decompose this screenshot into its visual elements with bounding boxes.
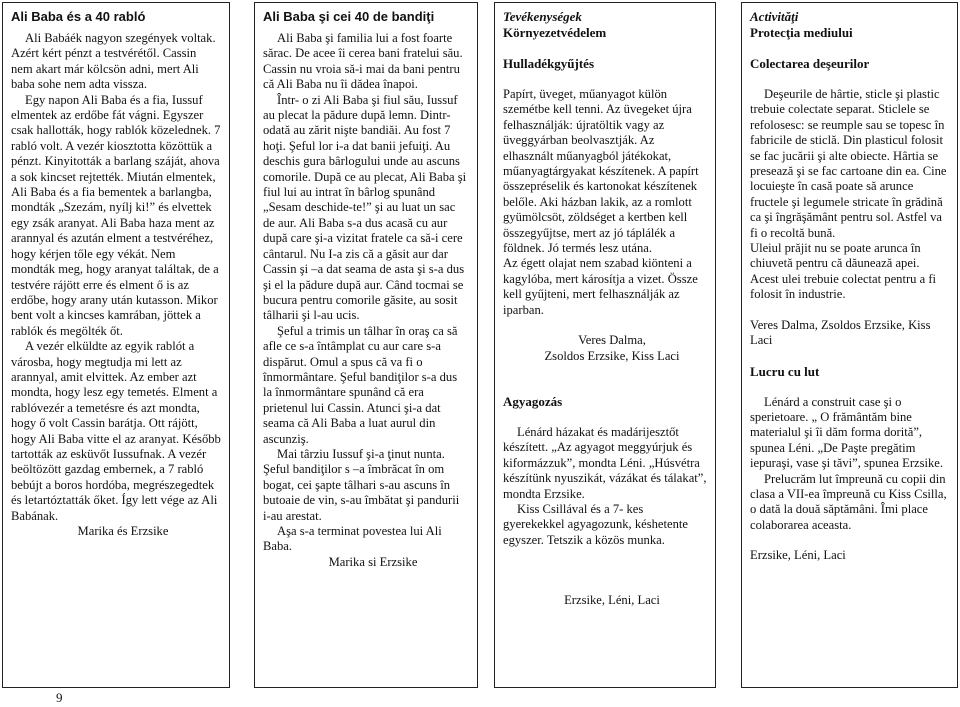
section-paragraph: Uleiul prăjit nu se poate arunca în chiuvetă pentru că dăunează apei. Acest ulei trebuie colectat pentru a fi folosit în industrie. (750, 241, 937, 302)
subject-heading: Környezetvédelem (503, 25, 607, 40)
story-paragraph: Într- o zi Ali Baba şi fiul său, Iussuf au plecat la pădure după lemn. Dintr-odată au zărit nişte bandiăi. Au fost 7 hoţi. Şeful lor i-a dat banii jefuiţi. Au deschis gura bârlogului unde au ascuns comorile. După ce au plecat, Ali Baba şi fiul lui au intrat în bârlog spunând „Sesam deschide-te!” şi au luat un sac de aur. Ali Baba s-a dus acasă cu aur după care şi-a vizitat fratele ca să-i cere cântarul. Nu I-a zis că a găsit aur dar Cassin şi –a dat seama de asta şi s-a dus şi el la pădure după aur. Când tocmai se bucura pentru comorile găsite, au sosit tâlharii şi l-au ucis. (263, 92, 467, 323)
story-paragraph: Mai târziu Iussuf şi-a ţinut nunta. Şeful bandiţilor s –a îmbrăcat în om bogat, cei şapte tâlhari s-au ascuns în butoaie de vin, s-au îmbătat şi pandurii i-au arestat. (263, 446, 460, 523)
section-paragraph: Az égett olajat nem szabad kiönteni a kagylóba, mert károsítja a vizet. Össze kell gyűjteni, mert felhasználják az iparban. (503, 256, 698, 317)
story-paragraph: Şeful a trimis un tâlhar în oraş ca să afle ce s-a întâmplat cu aur care s-a dispărut. Omul a spus că va fi o înmormântare. Şeful bandiţilor s-a dus la înmormântare spunând că era prietenul lui Cassin. Atunci şi-a dat seama că Ali Baba a luat aurul din ascunziş. (263, 323, 458, 446)
section-signature: Erzsike, Léni, Laci (564, 593, 660, 608)
section-heading: Agyagozás (503, 393, 563, 409)
story-signature: Marika si Erzsike (328, 554, 418, 569)
section-paragraph: Deşeurile de hârtie, sticle şi plastic trebuie colectate separat. Sticlele se refolosesc: se reumple sau se topesc în fabricile de sticlă. Din plasticul folosit se fac jucării şi alte obiecte. Hârtia se presează şi se fac cartoane din ea. Cine locuieşte în casă poate să arunce fructele şi legumele stricate în grădină ca şi îngrăşământ pentru sol. Astfel va fi o recoltă bună. (750, 87, 947, 240)
page-number: 9 (56, 690, 63, 705)
section-signature: Veres Dalma, (578, 333, 646, 348)
category-heading: Tevékenységek (503, 9, 582, 24)
subject-heading: Protecţia mediului (750, 25, 853, 40)
column-romanian-activities (741, 2, 958, 688)
story-paragraph: Ali Baba şi familia lui a fost foarte sărac. De acee îi cerea bani fratelui său. Cassin nu vroia să-i mai da bani pentru că Ali Baba nu îi dădea înapoi. (263, 31, 463, 92)
column-hungarian-story (2, 2, 230, 688)
story-paragraph: Ali Babáék nagyon szegények voltak. Azért kért pénzt a testvérétől. Cassin nem akart már kölcsön adni, mert Ali baba sohe nem adta vissza. (11, 31, 216, 92)
story-paragraph: Egy napon Ali Baba és a fia, Iussuf elmentek az erdőbe fát vágni. Egyszer csak hallották, hogy rablók közelednek. 7 rabló volt. A vezér kiosztotta közöttük a pénzt. Kinyitották a barlang száját, ahova a sok kincset rejtették. Miután elmentek, Ali Baba és a fia bementek a barlangba, mondták „Szezám, nyílj ki!” és elvettek egy zsák aranyat. Ali Baba haza ment az arannyal és azután elment a testvéréhez, hogy kérjen tőle egy vékát. Nem mondták meg, hogy aranyat találtak, de a testvére rájött erre és elment ő is az erdőbe, hogy arany után kutasson. Mikor bent volt a kincses kamrában, jöttek a rablók és megölték őt. (11, 92, 221, 338)
column-romanian-story (254, 2, 478, 688)
column-hungarian-activities (494, 2, 716, 688)
section-signature: Zsoldos Erzsike, Kiss Laci (544, 348, 680, 363)
section-heading: Lucru cu lut (750, 363, 820, 379)
story-title: Ali Baba şi cei 40 de bandiţi (263, 9, 435, 24)
section-paragraph: Papírt, üveget, műanyagot külön szemétbe kell tenni. Az üvegeket újra felhasználják: újratöltik vagy az üveggyárban beolvasztják. Az elhasznált műanyagból játékokat, műanyagtárgyakat készítenek. A papírt összepréselik és kartonokat készítenek belőle. Aki házban lakik, az a romlott gyümölcsöt, zöldséget a kertben kell összegyűjtse, mert az jó táplálék a földnek. Jó termés lesz utána. (503, 87, 699, 256)
category-heading: Activităţi (750, 9, 799, 24)
section-paragraph: Kiss Csillával és a 7- kes gyerekekkel agyagozunk, késhetente egyszer. Tetszik a közös munka. (503, 501, 688, 547)
story-signature: Marika és Erzsike (77, 524, 169, 538)
section-paragraph: Prelucrăm lut împreună cu copii din clasa a VII-ea împreună cu Kiss Csilla, o dată la două săptămâni. Îmi place colaborarea aceasta. (750, 471, 947, 532)
section-signature: Erzsike, Léni, Laci (750, 548, 846, 563)
story-paragraph: Aşa s-a terminat povestea lui Ali Baba. (263, 524, 442, 554)
section-heading: Colectarea deşeurilor (750, 56, 870, 71)
section-paragraph: Lénárd a construit case şi o sperietoare. „ O frământăm bine materialul şi îi dăm forma dorită”, spunea Léni. „De Paşte pregătim iepuraşi, vase şi tăvi”, spunea Erzsike. (750, 394, 944, 471)
story-title: Ali Baba és a 40 rabló (11, 9, 146, 24)
section-paragraph: Lénárd házakat és madárijesztőt készített. „Az agyagot meggyúrjuk és kiformázzuk”, mondta Léni. „Húsvétra készítünk nyuszikát, vázákat és tálakat”, mondta Erzsike. (503, 424, 707, 501)
section-heading: Hulladékgyűjtés (503, 56, 595, 71)
story-paragraph: A vezér elküldte az egyik rablót a városba, hogy megtudja mi lett az arannyal, amit elvittek. Az ember azt mondta, hogy lesz egy temetés. Elment a rablóvezér a temetésre és azt mondta, hogy ő volt Cassin barátja. Ott rájött, hogy Ali Baba vitte el az aranyat. Később tartották az esküvőt Iussufnak. A vezér beöltözött gazdag embernek, a 7 rabló bebújt a boros hordóba, megrészegedtek és letartóztatták őket. Így lett vége az Ali Babának. (11, 339, 221, 523)
section-signature: Veres Dalma, Zsoldos Erzsike, Kiss Laci (750, 317, 931, 348)
